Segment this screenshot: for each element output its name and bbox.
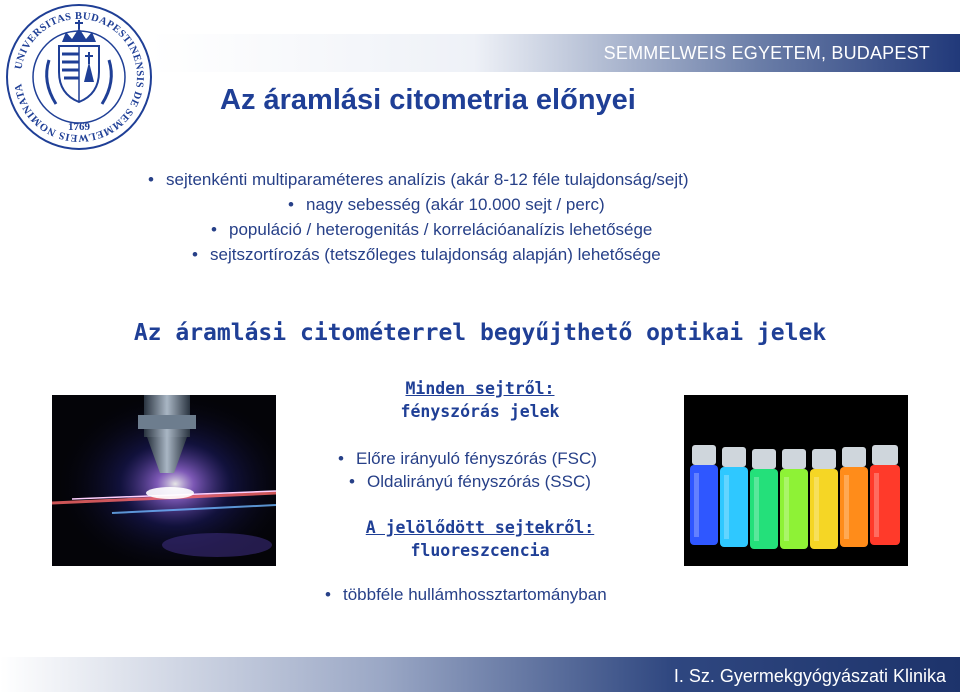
advantages-list-2 [306, 192, 605, 217]
institution-name: SEMMELWEIS EGYETEM, BUDAPEST [603, 43, 930, 63]
university-seal-logo [4, 2, 154, 152]
scatter-heading-line1: Minden sejtről: [405, 379, 555, 398]
seal-year: 1769 [68, 121, 90, 133]
list-item: • többféle hullámhossztartományban [343, 582, 607, 607]
fluor-heading-line1: A jelölődött sejtekről: [365, 518, 595, 537]
scatter-list [356, 446, 597, 471]
list-item: • populáció / heterogenitás / korrelációanalízis lehetősége [229, 217, 652, 242]
section-subtitle: Az áramlási citométerrel begyűjthető optikai jelek [133, 320, 827, 346]
advantages-list-4 [210, 242, 661, 267]
seal-text: UNIVERSITAS BUDAPESTINENSIS DE SEMMELWEIS NOMINATA [13, 10, 146, 144]
fluor-heading [320, 516, 640, 562]
fluorescent-vials-photo [684, 395, 908, 566]
footer-clinic-name: I. Sz. Gyermekgyógyászati Klinika [673, 666, 946, 686]
advantages-list-1 [166, 167, 689, 192]
fluor-list [343, 582, 607, 607]
list-item: • Oldalirányú fényszórás (SSC) [367, 469, 591, 494]
scatter-heading [320, 377, 640, 423]
list-item: • Előre irányuló fényszórás (FSC) [356, 446, 597, 471]
advantages-list-3 [229, 217, 652, 242]
list-item: • nagy sebesség (akár 10.000 sejt / perc) [306, 192, 605, 217]
scatter-heading-line2: fényszórás jelek [400, 402, 560, 421]
page-title: Az áramlási citometria előnyei [220, 84, 636, 116]
fluor-heading-line2: fluoreszcencia [410, 541, 550, 560]
list-item: • sejtszortírozás (tetszőleges tulajdonság alapján) lehetősége [210, 242, 661, 267]
scatter-list [367, 469, 591, 494]
laser-flow-cell-photo [52, 395, 276, 566]
list-item: • sejtenkénti multiparaméteres analízis (akár 8-12 féle tulajdonság/sejt) [166, 167, 689, 192]
